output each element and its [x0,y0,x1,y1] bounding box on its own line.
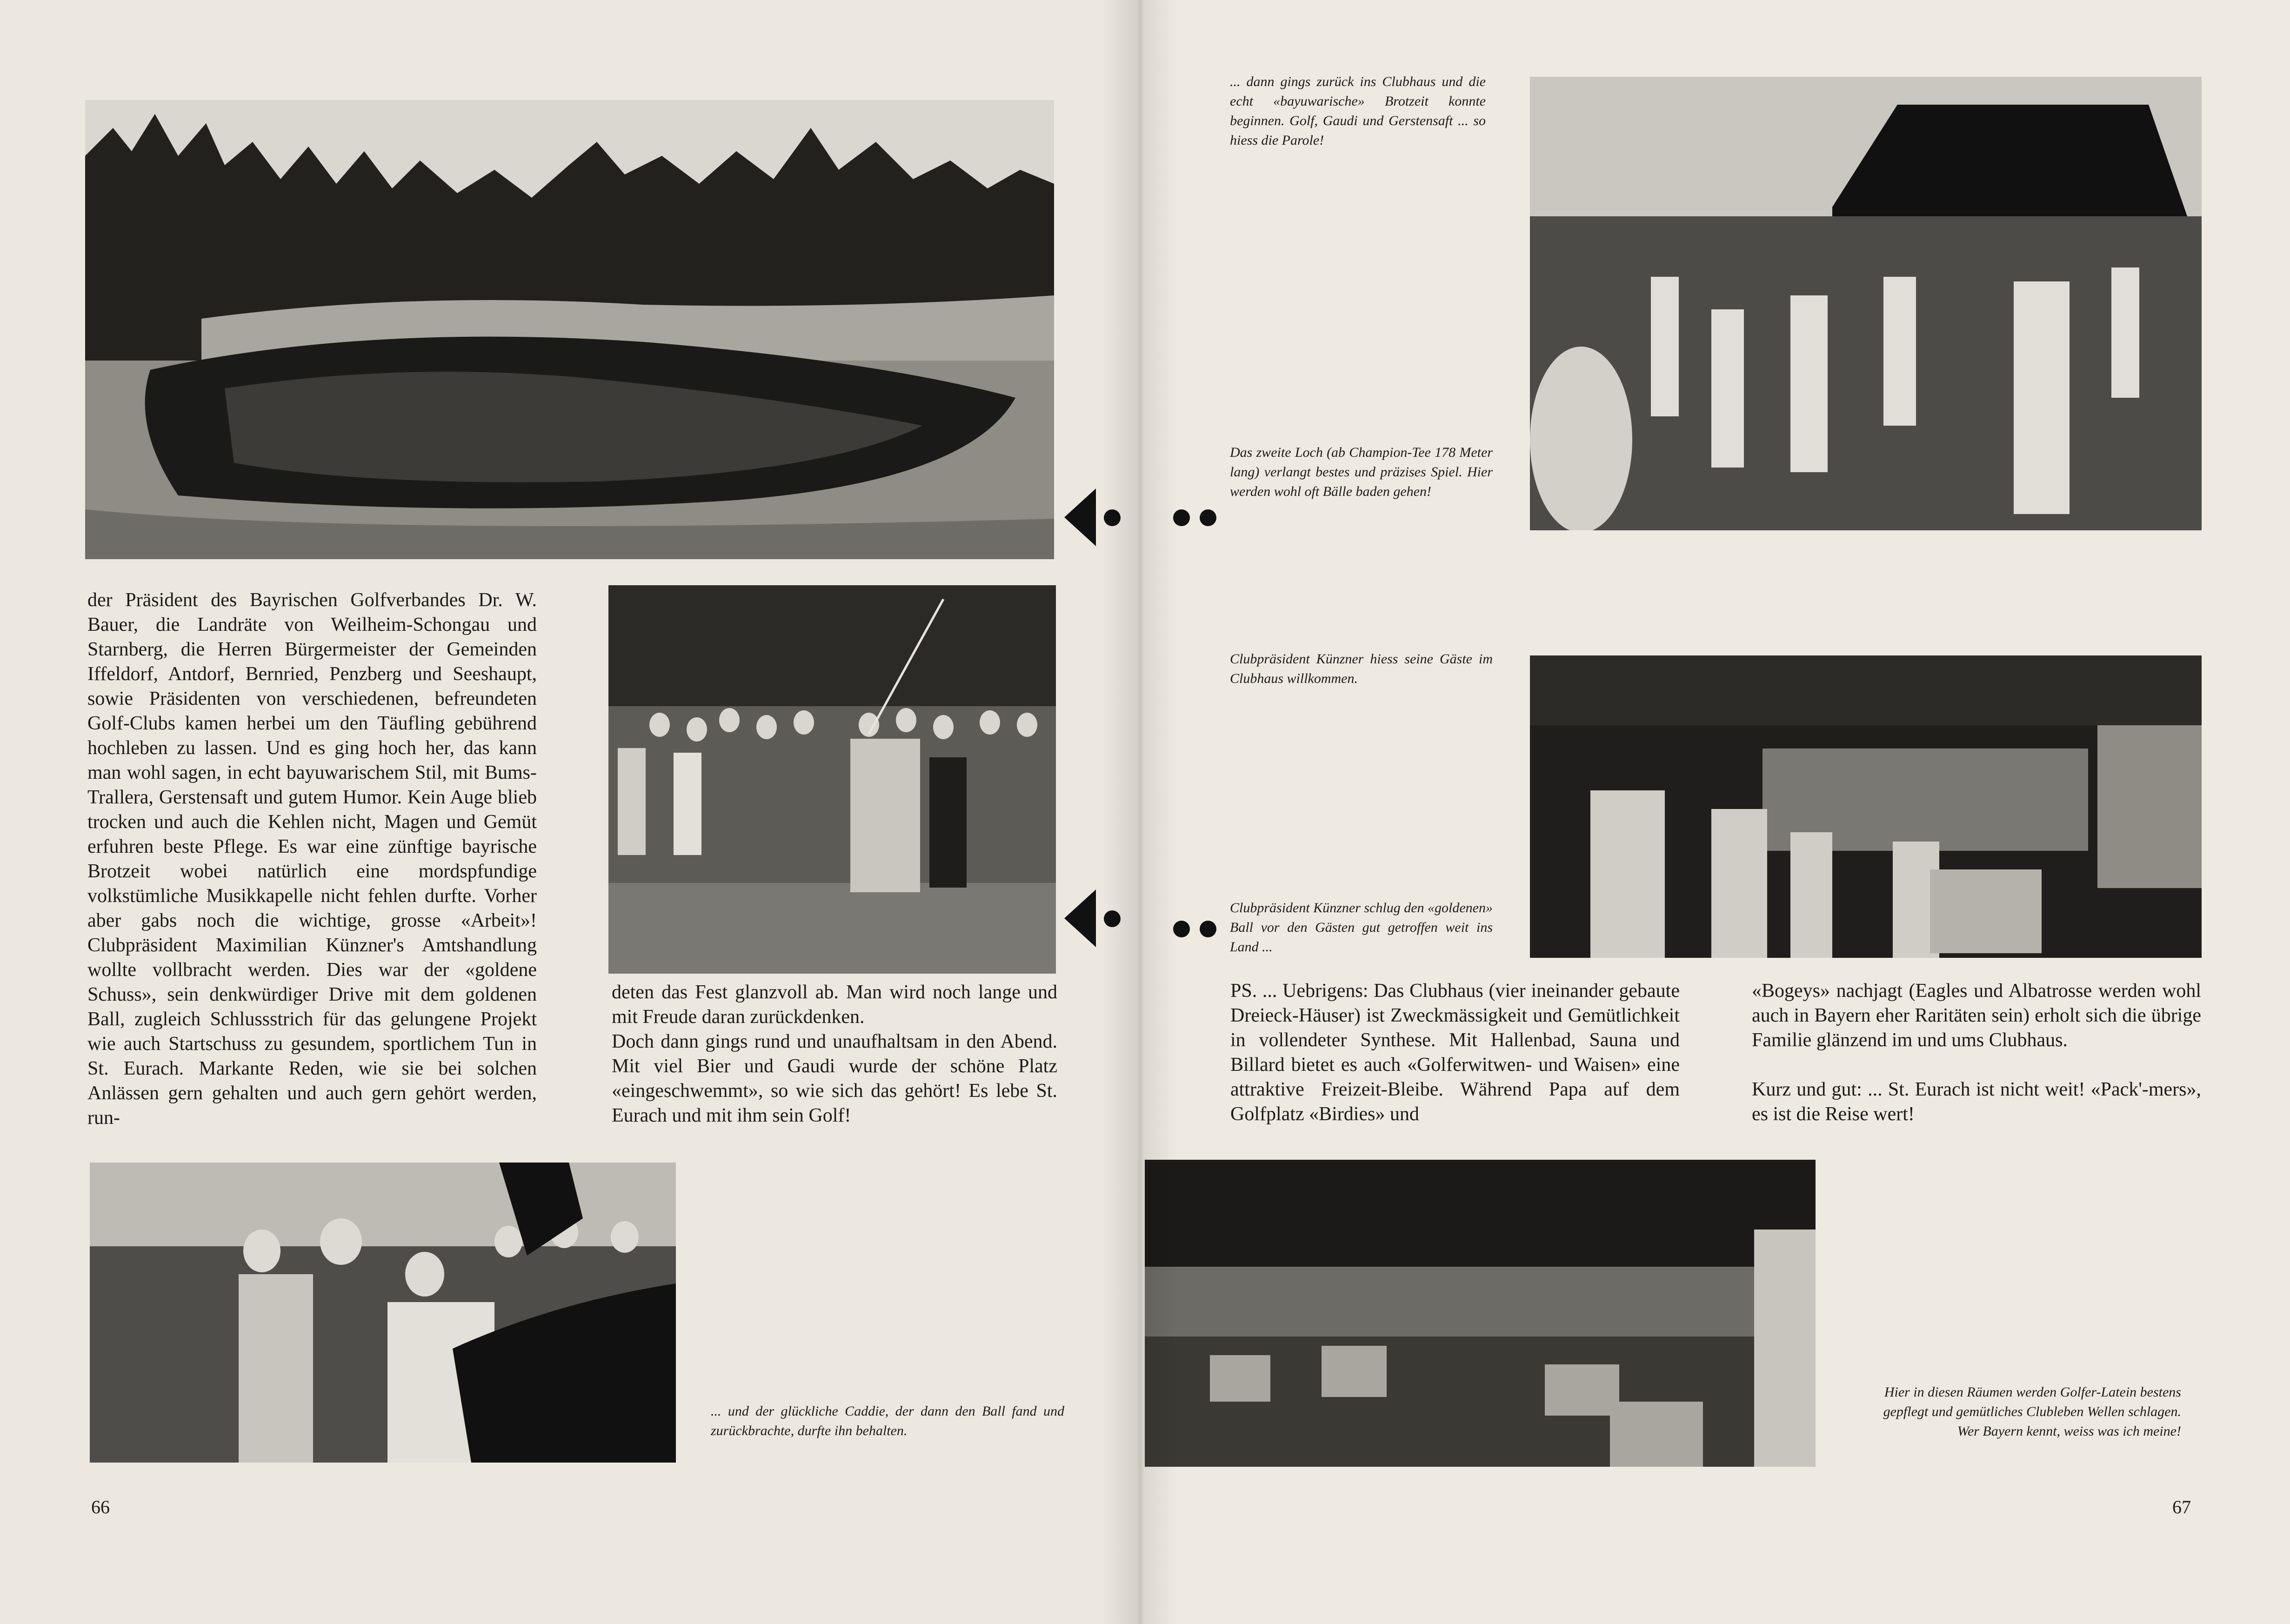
photo-caddie [90,1163,676,1463]
caption-ball: Clubpräsident Künzner schlug den «goldenen» Ball vor den Gästen gut getroffen weit ins Land ... [1230,900,1493,955]
right-column-1: PS. ... Uebrigens: Das Clubhaus (vier ineinander gebaute Dreieck-Häuser) ist Zweckmässigkeit und Gemütlichkeit in vollendeter Synthese. Mit Hallenbad, Sauna und Billard bietet es auch «Golferwitwen- und Waisen» eine attraktive Freizeit-Bleibe. Während Papa auf dem Golfplatz «Birdies» und [1230,980,1680,1125]
caption-loch: Das zweite Loch (ab Champion-Tee 178 Meter lang) verlangt bestes und präzises Spiel. Hier werden wohl oft Bälle baden gehen! [1230,445,1493,499]
left-column-1: der Präsident des Bayrischen Golfverbandes Dr. W. Bauer, die Landräte von Weilheim-Schongau und Starnberg, die Herren Bürgermeister der Gemeinden Iffeldorf, Antdorf, Bernried, Penzberg und Seeshaupt, sowie Präsidenten von verschiedenen, befreundeten Golf-Clubs kamen herbei um den Täufling gebührend hochleben zu lassen. Und es ging hoch her, das kann man wohl sagen, in echt bayuwarischem Stil, mit Bums-Trallera, Gerstensaft und gutem Humor. Kein Auge blieb trocken und auch die Kehlen nicht, Magen und Gemüt erfuhren beste Pflege. Es war eine zünftige bayrische Brotzeit wobei natürlich eine mordspfundige volkstümliche Musikkapelle nicht fehlen durfte. Vorher aber gabs noch die wichtige, grosse «Arbeit»! Clubpräsident Maximilian Künzner's Amtshandlung wollte vollbracht werden. Dies war der «goldene Schuss», sein denkwürdiger Drive mit dem goldenen Ball, zugleich Schlussstrich für das gelungene Projekt wie auch Startschuss zu gesundem, sportlichem Tun in St. Eurach. Markante Reden, wie sie bei solchen Anlässen gern gehalten und auch gern gehört werden, run- [87,589,537,1129]
photo-clubhouse-interior [1530,655,2202,958]
caption-raeume: Hier in diesen Räumen werden Golfer-Latein bestens gepflegt und gemütliches Clubleben Wellen schlagen. Wer Bayern kennt, weiss was ich meine! [1883,1384,2181,1439]
caption-brotzeit: ... dann gings zurück ins Clubhaus und die echt «bayuwarische» Brotzeit konnte beginnen. Golf, Gaudi und Gerstensaft ... so hiess die Parole! [1230,74,1486,148]
caption-willkommen: Clubpräsident Künzner hiess seine Gäste im Clubhaus willkommen. [1230,651,1493,686]
page-number-right: 67 [2172,1497,2191,1517]
pointer-dot-right-lower-b [1200,921,1216,937]
photo-golfer-swing [608,585,1056,974]
book-gutter [1103,0,1178,1624]
photo-clubhouse-crowd [1530,77,2202,530]
caption-caddie: ... und der glückliche Caddie, der dann den Ball fand und zurückbrachte, durfte ihn behalten. [711,1403,1064,1438]
photo-lounge [1145,1160,1816,1467]
pointer-arrow-lower [1064,889,1096,947]
pointer-arrow-upper [1064,488,1096,546]
right-column-2: «Bogeys» nachjagt (Eagles und Albatrosse werden wohl auch in Bayern eher Raritäten sein) erholt sich die übrige Familie glänzend im und ums Clubhaus. Kurz und gut: ... St. Eurach ist nicht weit! «Pack'-mers», es ist die Reise wert! [1752,980,2201,1125]
right-page [1141,0,2290,1624]
left-page [0,0,1141,1624]
photo-golf-pond [85,100,1054,559]
pointer-dot-right-upper-b [1200,509,1216,526]
page-number-left: 66 [91,1497,110,1517]
left-column-2: deten das Fest glanzvoll ab. Man wird noch lange und mit Freude daran zurückdenken. Doch dann gings rund und unaufhaltsam in den Abend. Mit viel Bier und Gaudi wurde der schöne Platz «eingeschwemmt», so wie sich das gehört! Es lebe St. Eurach und mit ihm sein Golf! [612,982,1057,1126]
